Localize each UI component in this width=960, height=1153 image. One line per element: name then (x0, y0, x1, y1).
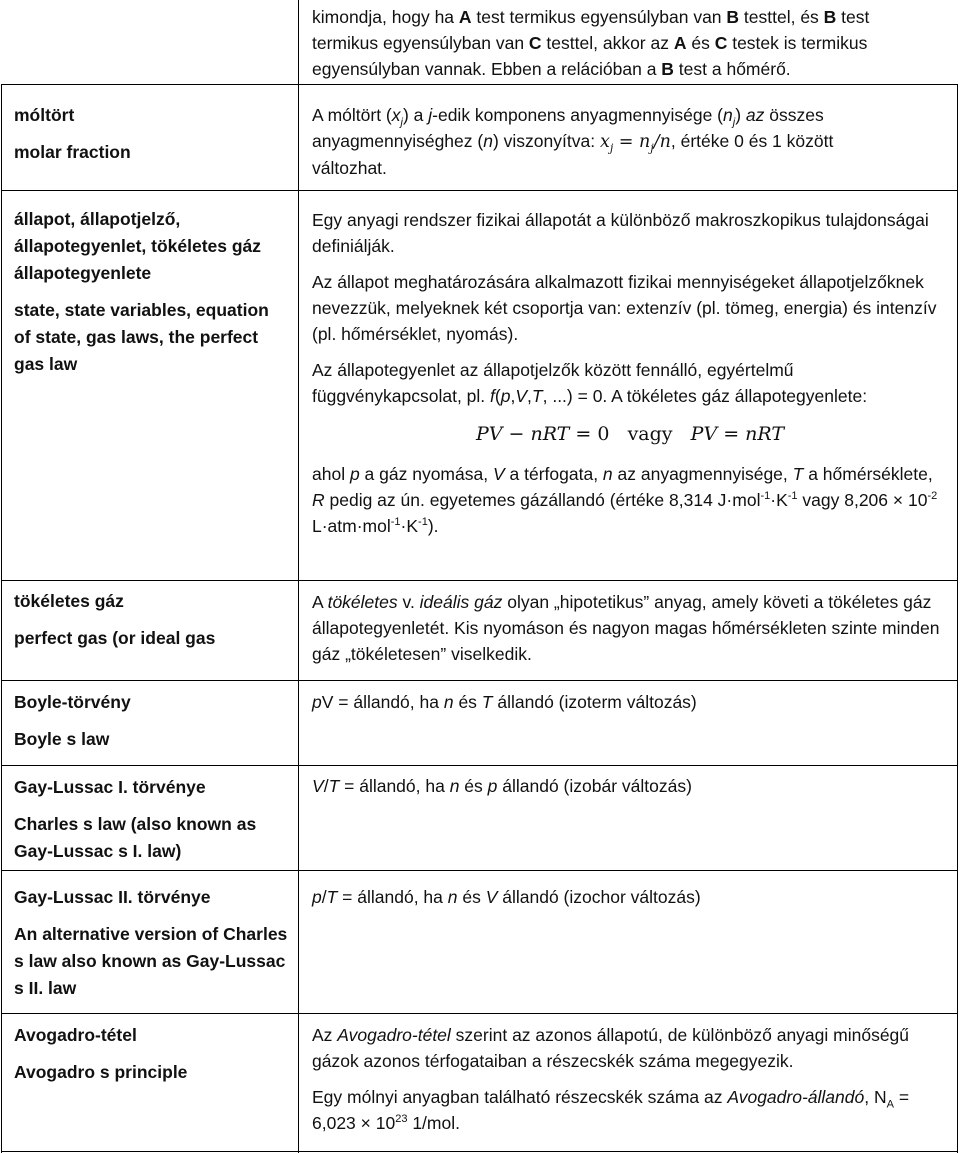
term-en: state, state variables, equation of state, gas laws, the perfect gas law (14, 300, 269, 374)
term-cell (14, 588, 290, 662)
term-hu: Gay-Lussac II. törvénye (14, 887, 211, 907)
definition-cell: A móltört $(x_j)$ a j-edik komponens anyagmennyisége $(n_j)$ az összes anyagmennyiséghez (n) viszonyítva: $x_j = n_j/n$, értéke 0 és 1 között változhat. (312, 102, 948, 181)
definition-text: Az állapotegyenlet az állapotjelzők között fennálló, egyértelmű függvénykapcsolat, pl. f(p,V,T, ...) = 0. A tökéletes gáz állapotegyenlete: (312, 360, 868, 406)
row-divider (1, 765, 958, 766)
term-hu: móltört (14, 105, 75, 125)
term-en: Avogadro s principle (14, 1062, 188, 1082)
term-hu: Avogadro-tétel (14, 1025, 137, 1045)
term-cell (14, 1022, 290, 1096)
intro-text: kimondja, hogy ha A test termikus egyensúlyban van B testtel, és B test termikus egyensúlyban van C testtel, akkor az A és C testek is termikus egyensúlyban vannak. Ebben a relációban a B test a hőmérő. (312, 7, 870, 79)
definition-text: Egy anyagi rendszer fizikai állapotát a különböző makroszkopikus tulajdonságai definiálják. (312, 210, 929, 256)
definition-text: Egy mólnyi anyagban található részecskék száma az Avogadro-állandó, $N_A = 6,023 \times 10^{23}$ 1/mol. (312, 1087, 910, 1133)
definition-text: p/T = állandó, ha n és V állandó (izochor változás) (312, 887, 701, 907)
row-divider (1, 680, 958, 681)
definition-cell (312, 773, 948, 799)
row-divider (1, 1151, 958, 1152)
definition-text: pV = állandó, ha n és T állandó (izoterm változás) (312, 692, 697, 712)
definition-text: Az Avogadro-tétel szerint az azonos állapotú, de különböző anyagi minőségű gázok azonos térfogataiban a részecskék száma megegyezik. (312, 1025, 910, 1071)
definition-text: A tökéletes v. ideális gáz olyan „hipotetikus” anyag, amely követi a tökéletes gáz állapotegyenletét. Kis nyomáson és nagyon magas hőmérsékleten szinte minden gáz „tökéletesen” viselkedik. (312, 592, 940, 664)
term-cell (14, 884, 290, 1012)
term-cell (14, 206, 290, 388)
right-border (957, 84, 958, 1153)
term-en: molar fraction (14, 142, 131, 162)
left-border (1, 84, 2, 1153)
definition-cell (312, 589, 948, 667)
definition-cell (312, 207, 948, 549)
term-en: Charles s law (also known as Gay-Lussac s I. law) (14, 814, 257, 861)
definition-text: ahol p a gáz nyomása, V a térfogata, n az anyagmennyisége, T a hőmérséklete, R pedig az ún. egyetemes gázállandó (értéke 8,314 $J\cdot mol^{-1}\cdot K^{-1}$ vagy $8,206 \times 10^{-2}$ $L\cdot atm\cdot mol^{-1}\cdot K^{-1}$). (312, 464, 938, 536)
definition-cell (312, 1022, 948, 1146)
definition-cell (312, 689, 948, 715)
term-hu: Gay-Lussac I. törvénye (14, 777, 206, 797)
definition-cell (312, 884, 948, 910)
row-divider (1, 580, 958, 581)
term-cell (14, 102, 290, 176)
term-cell (14, 774, 290, 875)
term-hu: Boyle-törvény (14, 692, 131, 712)
definition-text: A móltört $(x_j)$ a j-edik komponens anyagmennyisége $(n_j)$ az összes (312, 105, 824, 129)
term-en: An alternative version of Charles s law also known as Gay-Lussac s II. law (14, 924, 288, 998)
row-divider (1, 84, 958, 85)
state-equation: PV − nRT = 0 vagy PV = nRT (475, 423, 785, 445)
term-en: perfect gas (or ideal gas (14, 628, 216, 648)
term-cell (14, 689, 290, 763)
term-hu: tökéletes gáz (14, 591, 124, 611)
term-en: Boyle s law (14, 729, 110, 749)
row-divider (1, 190, 958, 191)
term-hu: állapot, állapotjelző, állapotegyenlet, tökéletes gáz állapotegyenlete (14, 209, 262, 283)
row-divider (1, 1013, 958, 1014)
definition-text: Az állapot meghatározására alkalmazott fizikai mennyiségeket állapotjelzőknek nevezzük, melyeknek két csoportja van: extenzív (pl. tömeg, energia) és intenzív (pl. hőmérséklet, nyomás). (312, 272, 937, 344)
definition-text: V/T = állandó, ha n és p állandó (izobár változás) (312, 776, 692, 796)
column-divider (298, 0, 299, 1153)
